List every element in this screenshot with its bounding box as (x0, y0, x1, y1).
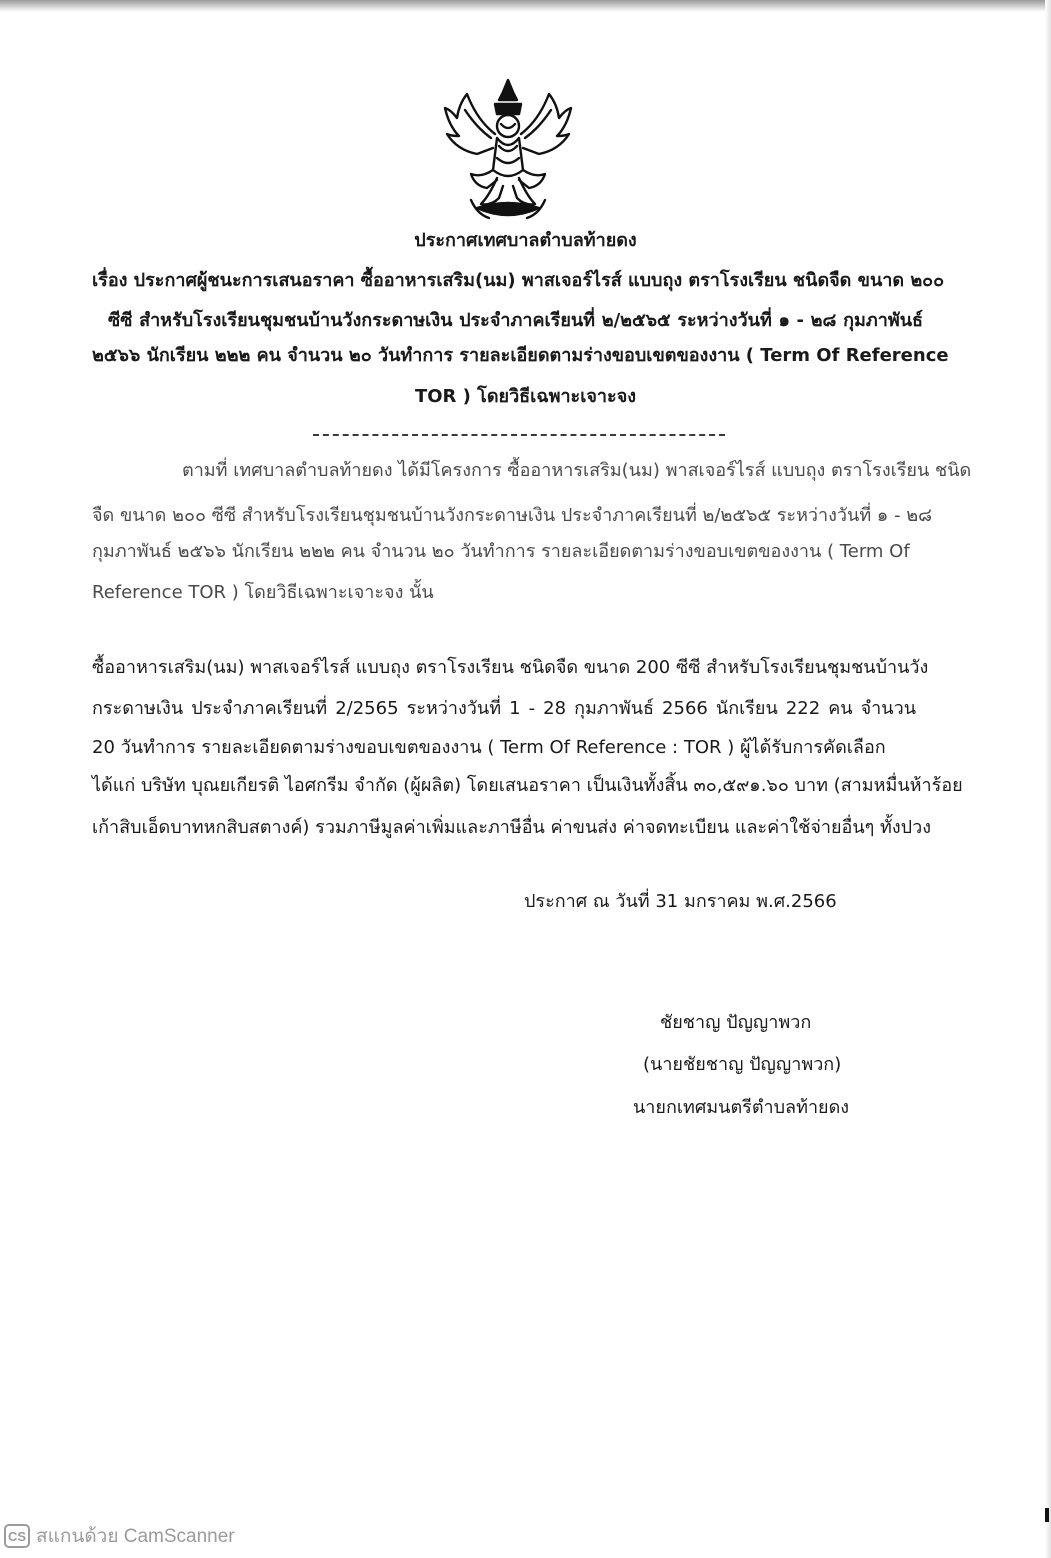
signer-position: นายกเทศมนตรีตำบลท้ายดง (633, 1097, 850, 1118)
intro-line: ตามที่ เทศบาลตำบลท้ายดง ได้มีโครงการ ซื้ออาหารเสริม(นม) พาสเจอร์ไรส์ แบบถุง ตราโรงเรียน ชนิด (182, 460, 972, 481)
subject-line: ซีซี สำหรับโรงเรียนชุมชนบ้านวังกระดาษเงิน ประจำภาคเรียนที่ ๒/๒๕๖๕ ระหว่างวันที่ ๑ - ๒๘ กุมภาพันธ์ (108, 310, 923, 331)
award-line: ได้แก่ บริษัท บุณยเกียรติ ไอศกรีม จำกัด (ผู้ผลิต) โดยเสนอราคา เป็นเงินทั้งสิ้น ๓๐,๕๙๑.๖๐ บาท (สามหมื่นห้าร้อย (92, 775, 963, 796)
subject-line: ๒๕๖๖ นักเรียน ๒๒๒ คน จำนวน ๒๐ วันทำการ รายละเอียดตามร่างขอบเขตของงาน ( Term Of Reference (92, 345, 949, 366)
subject-line: TOR ) โดยวิธีเฉพาะเจาะจง (414, 386, 637, 407)
scan-edge-mark (1045, 1508, 1049, 1522)
intro-line: กุมภาพันธ์ ๒๕๖๖ นักเรียน ๒๒๒ คน จำนวน ๒๐ วันทำการ รายละเอียดตามร่างขอบเขตของงาน ( Term Of (92, 541, 910, 562)
intro-line: Reference TOR ) โดยวิธีเฉพาะเจาะจง นั้น (92, 582, 434, 603)
signature-name: ชัยชาญ ปัญญาพวก (660, 1012, 812, 1033)
printed-name: (นายชัยชาญ ปัญญาพวก) (643, 1054, 842, 1075)
separator-rule (313, 434, 725, 436)
award-line: เก้าสิบเอ็ดบาทหกสิบสตางค์) รวมภาษีมูลค่าเพิ่มและภาษีอื่น ค่าขนส่ง ค่าจดทะเบียน และค่าใช้จ่ายอื่นๆ ทั้งปวง (92, 817, 931, 838)
garuda-emblem-icon (437, 74, 579, 224)
camscanner-logo-icon: CS (4, 1524, 30, 1548)
award-line: ซื้ออาหารเสริม(นม) พาสเจอร์ไรส์ แบบถุง ตราโรงเรียน ชนิดจืด ขนาด 200 ซีซี สำหรับโรงเรียนชุมชนบ้านวัง (92, 657, 929, 678)
scan-top-edge (0, 0, 1051, 12)
subject-line: เรื่อง ประกาศผู้ชนะการเสนอราคา ซื้ออาหารเสริม(นม) พาสเจอร์ไรส์ แบบถุง ตราโรงเรียน ชนิดจืด ขนาด ๒๐๐ (92, 270, 945, 291)
award-line: กระดาษเงิน ประจำภาคเรียนที่ 2/2565 ระหว่างวันที่ 1 - 28 กุมภาพันธ์ 2566 นักเรียน 222 คน จำนวน (92, 698, 916, 719)
office-title: ประกาศเทศบาลตำบลท้ายดง (414, 230, 637, 251)
watermark-label: สแกนด้วย CamScanner (36, 1526, 235, 1547)
intro-line: จืด ขนาด ๒๐๐ ซีซี สำหรับโรงเรียนชุมชนบ้านวังกระดาษเงิน ประจำภาคเรียนที่ ๒/๒๕๖๕ ระหว่างวันที่ ๑ - ๒๘ (92, 505, 933, 526)
camscanner-watermark (4, 1522, 235, 1550)
announce-date: ประกาศ ณ วันที่ 31 มกราคม พ.ศ.2566 (524, 891, 837, 912)
award-line: 20 วันทำการ รายละเอียดตามร่างขอบเขตของงาน ( Term Of Reference : TOR ) ผู้ได้รับการคัดเลือก (92, 737, 886, 758)
